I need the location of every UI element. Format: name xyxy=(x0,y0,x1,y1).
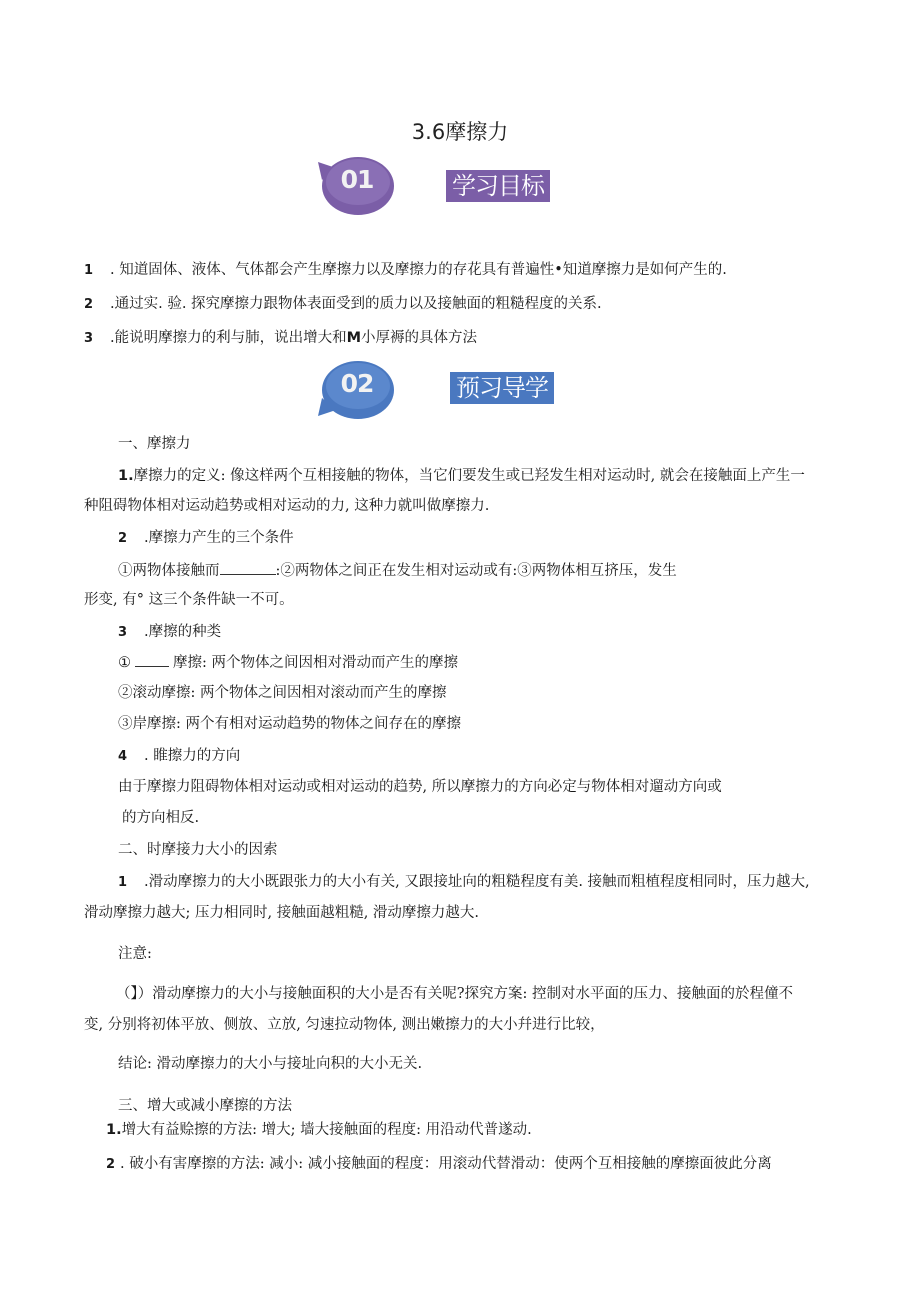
friction-type-sliding: ① 摩擦: 两个物体之间因相对滑动而产生的摩擦 xyxy=(118,652,878,673)
paragraph-definition: 1.摩擦力的定义: 像这样两个互相接触的物体，当它们要发生或已羟发生相对运动时, 就会在接触面上产生一 xyxy=(118,468,805,484)
fill-blank xyxy=(135,652,169,667)
paragraph-types: 3 .摩擦的种类 xyxy=(118,624,222,640)
friction-type-static: ③岸摩擦: 两个有相对运动趋势的物体之间存在的摩擦 xyxy=(118,716,461,732)
method-increase: 1.增大有益赊擦的方法: 增大; 墙大接触面的程度: 用沿动代普遂动. xyxy=(106,1122,532,1138)
section-badge-01 xyxy=(318,152,396,214)
page-title: 3.6摩擦力 xyxy=(411,120,509,144)
objective-item: 2 .通过实. 验. 探究摩擦力跟物体表面受到的质力以及接触面的粗糙程度的关系. xyxy=(84,296,602,312)
paragraph-factors: 1 .滑动摩擦力的大小既跟张力的大小有关, 又跟接址向的粗糙程度有美. 接触而粗植程度相同时，压力越大, xyxy=(118,874,810,890)
method-decrease: 2 . 破小有害摩擦的方法: 减小: 减小接触面的程度：用滚动代替滑动：使两个互相接触的摩擦面彼此分离 xyxy=(106,1156,772,1172)
heading-factors: 二、时摩接力大小的因索 xyxy=(118,842,278,858)
section-heading-goals: 学习目标 xyxy=(446,170,550,202)
objective-item: 1 . 知道固体、液体、气体都会产生摩擦力以及摩擦力的存花具有普遍性•知道摩擦力是如何产生的. xyxy=(84,262,727,278)
conclusion: 结论: 滑动摩擦力的大小与接址向积的大小无关. xyxy=(118,1056,423,1072)
badge-number: 02 xyxy=(340,368,374,398)
friction-type-rolling: ②滚动摩擦: 两个物体之间因相对滚动而产生的摩擦 xyxy=(118,685,447,701)
section-badge-02 xyxy=(318,358,396,420)
paragraph-direction: 4 . 睢擦力的方向 xyxy=(118,748,241,764)
note-label: 注意: xyxy=(118,946,152,962)
heading-friction: 一、摩擦力 xyxy=(118,436,191,452)
fill-blank xyxy=(220,560,276,575)
objective-item: 3 .能说明摩擦力的利与肺，说出增大和M小厚褥的具体方法 xyxy=(84,330,478,346)
note-item-cont: 变, 分别将初体平放、侧放、立放, 匀速拉动物体, 测出嫩擦力的大小幷进行比较， xyxy=(84,1017,605,1033)
section-heading-preview: 预习导学 xyxy=(450,372,554,404)
heading-methods: 三、增大或减小摩擦的方法 xyxy=(118,1098,292,1114)
paragraph-conditions-b: 形变, 有° 这三个条件缺一不可。 xyxy=(84,592,294,608)
paragraph-direction-b: 的方向相反. xyxy=(122,810,200,826)
paragraph-factors-cont: 滑动摩擦力越大; 压力相同时, 接触面越粗糙, 滑动摩擦力越大. xyxy=(84,905,480,921)
paragraph-direction-a: 由于摩擦力阻碍物体相对运动或相对运动的趋势, 所以摩擦力的方向必定与物体相对遛动方向或 xyxy=(118,779,722,795)
paragraph-conditions-a: ①两物体接触而 :②两物体之间正在发生相对运动或有:③两物体相互挤压，发生 xyxy=(118,560,878,581)
paragraph-conditions: 2 .摩擦力产生的三个条件 xyxy=(118,530,294,546)
note-item: （】）滑动摩擦力的大小与接触面积的大小是否有关呢?探究方案: 控制对水平面的压力、接触面的於程僮不 xyxy=(116,986,794,1002)
paragraph-definition-cont: 种阻碍物体相对运动趋势或相对运动的力, 这种力就叫做摩擦力. xyxy=(84,498,490,514)
badge-number: 01 xyxy=(340,164,374,194)
